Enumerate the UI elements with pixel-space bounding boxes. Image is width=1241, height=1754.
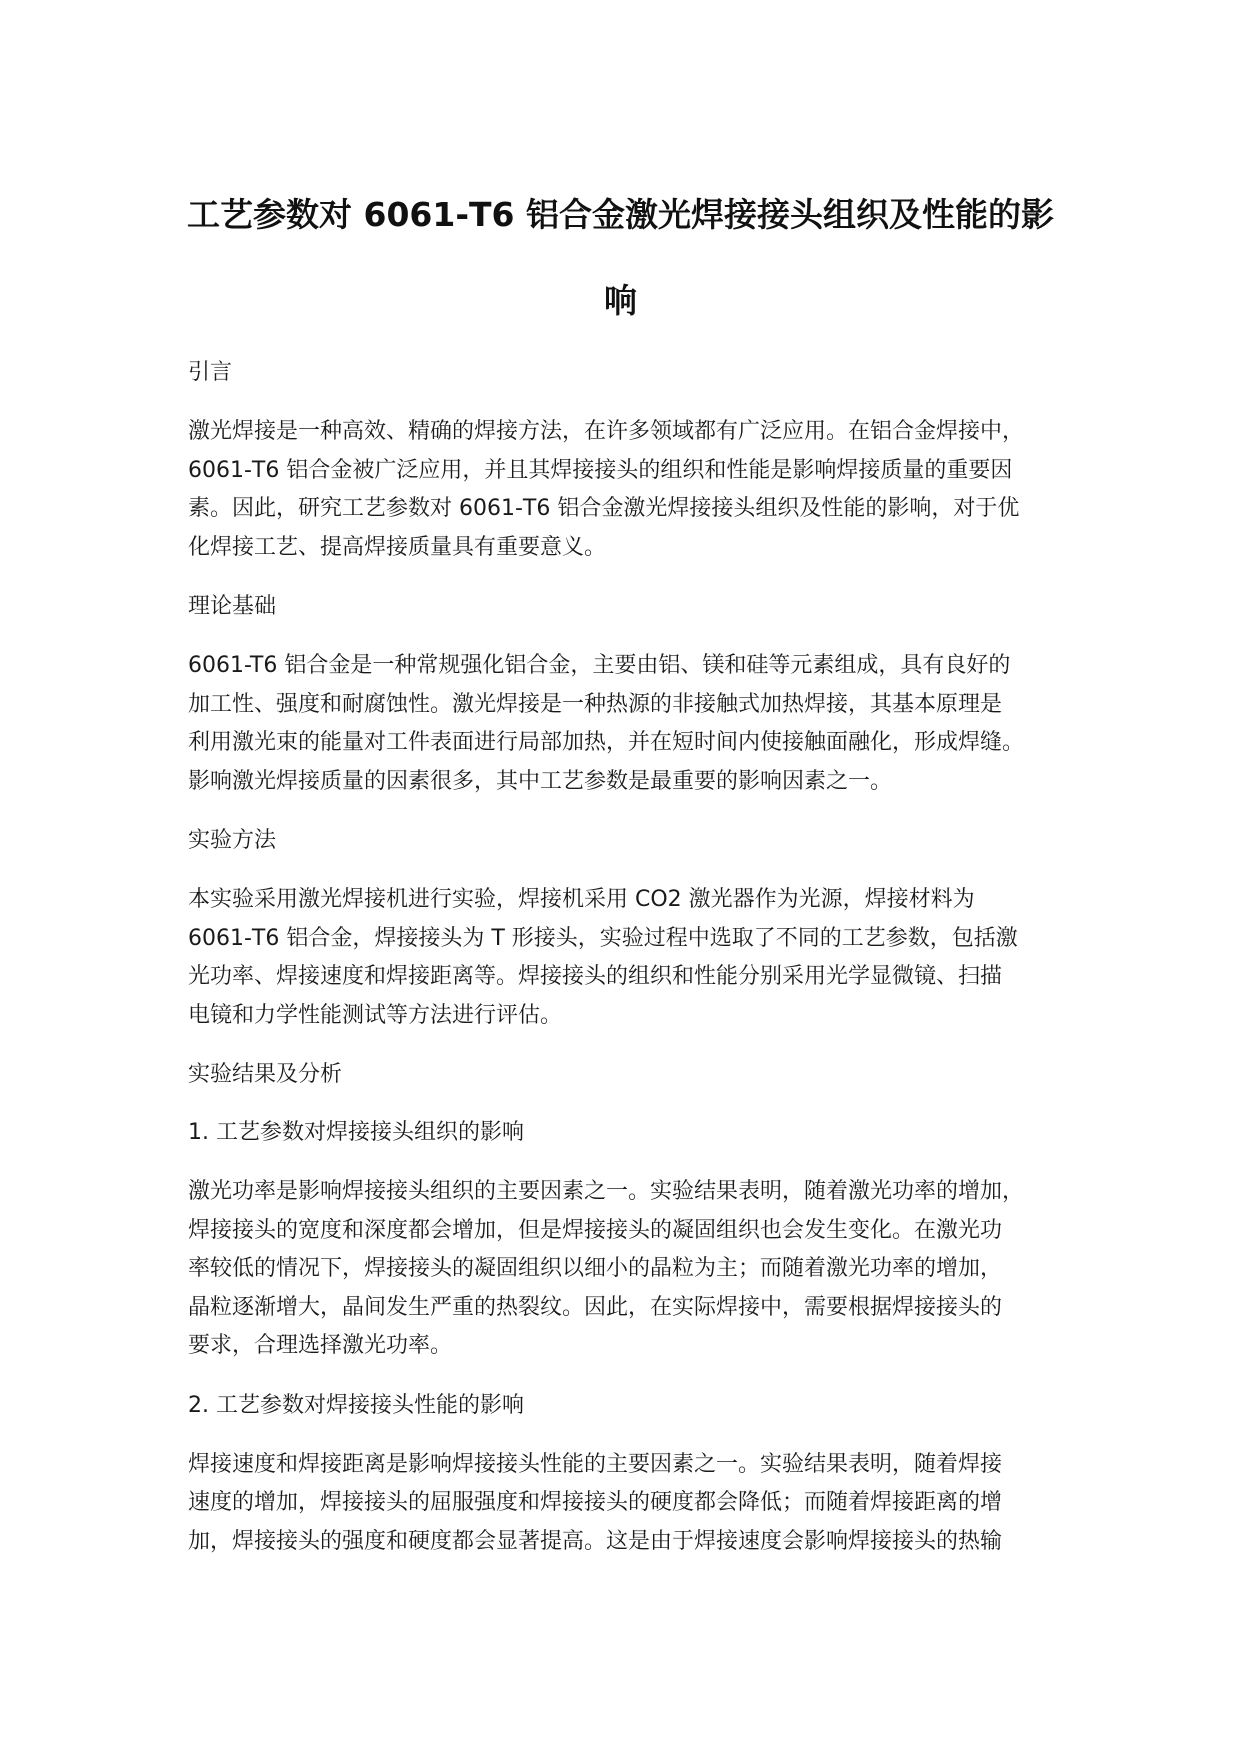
paragraph-method: 本实验采用激光焊接机进行实验，焊接机采用 CO2 激光器作为光源，焊接材料为 6061-T6 铝合金，焊接接头为 T 形接头，实验过程中选取了不同的工艺参数，包括激 光功率、焊接速度和焊接距离等。焊接接头的组织和性能分别采用光学显微镜、扫描 电镜和力学性能测试等方法进行评估。 (188, 887, 1018, 1028)
subsection-heading-performance: 2. 工艺参数对焊接接头性能的影响 (188, 1392, 524, 1418)
section-heading-results: 实验结果及分析 (188, 1062, 343, 1087)
paragraph-theory: 6061-T6 铝合金是一种常规强化铝合金，主要由铝、镁和硅等元素组成，具有良好的 加工性、强度和耐腐蚀性。激光焊接是一种热源的非接触式加热焊接，其基本原理是 利用激光束的能量对工件表面进行局部加热，并在短时间内使接触面融化，形成焊缝。 影响激光焊接质量的因素很多，其中工艺参数是最重要的影响因素之一。 (188, 653, 1025, 794)
section-heading-intro: 引言 (188, 360, 233, 385)
paragraph-performance: 焊接速度和焊接距离是影响焊接接头性能的主要因素之一。实验结果表明，随着焊接 速度的增加，焊接接头的屈服强度和焊接接头的硬度都会降低；而随着焊接距离的增 加，焊接接头的强度和硬度都会显著提高。这是由于焊接速度会影响焊接接头的热输 (188, 1451, 1003, 1554)
section-heading-method: 实验方法 (188, 828, 277, 853)
section-heading-theory: 理论基础 (188, 594, 277, 619)
subsection-heading-structure: 1. 工艺参数对焊接接头组织的影响 (188, 1120, 524, 1145)
paragraph-intro: 激光焊接是一种高效、精确的焊接方法，在许多领域都有广泛应用。在铝合金焊接中， 6061-T6 铝合金被广泛应用，并且其焊接接头的组织和性能是影响焊接质量的重要因 素。因此，研究工艺参数对 6061-T6 铝合金激光焊接接头组织及性能的影响，对于优 化焊接工艺、提高焊接质量具有重要意义。 (188, 419, 1025, 560)
paragraph-structure: 激光功率是影响焊接接头组织的主要因素之一。实验结果表明，随着激光功率的增加， 焊接接头的宽度和深度都会增加，但是焊接接头的凝固组织也会发生变化。在激光功 率较低的情况下，焊接接头的凝固组织以细小的晶粒为主；而随着激光功率的增加， 晶粒逐渐增大，晶间发生严重的热裂纹。因此，在实际焊接中，需要根据焊接接头的 要求，合理选择激光功率。 (188, 1179, 1025, 1358)
document-title: 工艺参数对 6061-T6 铝合金激光焊接接头组织及性能的影 响 (187, 195, 1054, 320)
document-body (188, 355, 1088, 1583)
